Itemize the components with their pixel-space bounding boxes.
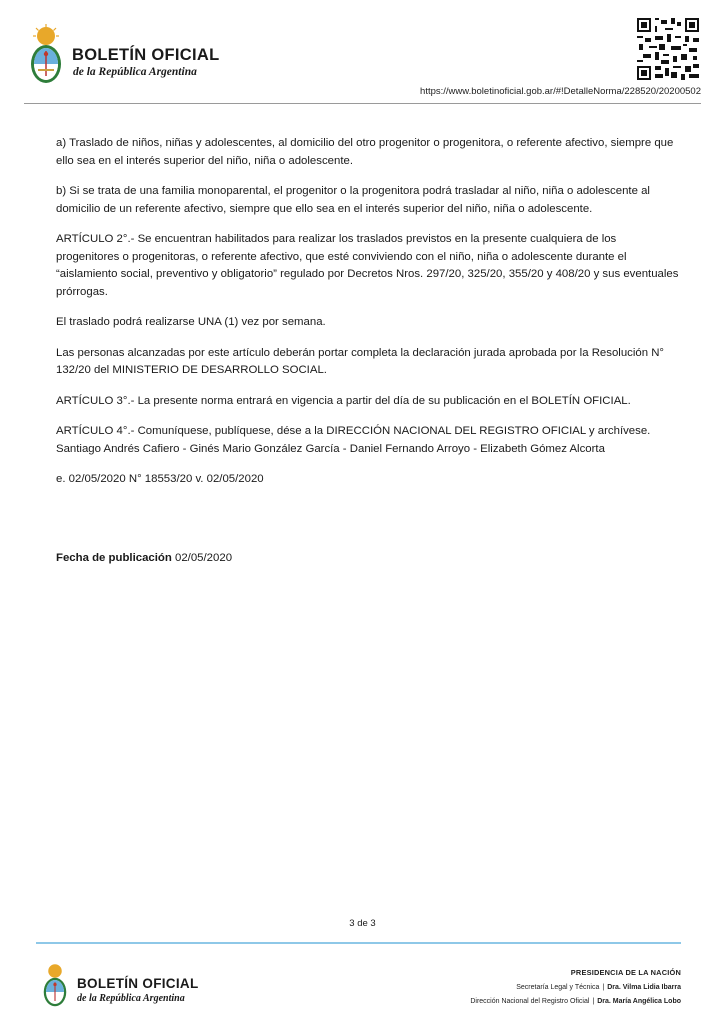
direccion-person: Dra. María Angélica Lobo [597, 998, 681, 1005]
publication-date-label: Fecha de publicación [56, 552, 172, 564]
coat-of-arms-icon [40, 961, 70, 1011]
page-number: 3 de 3 [349, 918, 376, 929]
secretaria-name: Secretaría Legal y Técnica [516, 983, 600, 991]
paragraph: El traslado podrá realizarse UNA (1) vez por semana. [56, 316, 326, 328]
coat-of-arms-icon [26, 24, 66, 88]
direccion-name: Dirección Nacional del Registro Oficial [470, 998, 590, 1005]
qr-code-icon [637, 18, 699, 80]
document-body [56, 135, 682, 522]
paragraph: ARTÍCULO 2°.- Se encuentran habilitados para realizar los traslados previstos en la presente cualquiera de los progenitores o progenitoras, o referente afectivo, que esté conviviendo con el niño, niña o adolescente durante el “aislamiento social, preventivo y obligatorio” regulado por Decretos Nros. 297/20, 325/20, 355/20 y 408/20 y sus eventuales prórrogas. [56, 233, 679, 298]
credits-line-1 [470, 981, 681, 996]
page-header [0, 0, 725, 110]
publication-date [56, 552, 232, 564]
publication-date-value: 02/05/2020 [175, 552, 233, 564]
paragraph: ARTÍCULO 3°.- La presente norma entrará en vigencia a partir del día de su publicación en el BOLETÍN OFICIAL. [56, 394, 631, 407]
separator: | [602, 983, 605, 991]
footer-credits [470, 966, 681, 1010]
footer-title: BOLETÍN OFICIAL [77, 976, 199, 991]
header-subtitle: de la República Argentina [73, 66, 197, 78]
header-title: BOLETÍN OFICIAL [72, 46, 220, 64]
header-divider [24, 103, 701, 104]
footer-divider [36, 942, 681, 944]
footer-subtitle: de la República Argentina [77, 993, 185, 1004]
paragraph: a) Traslado de niños, niñas y adolescentes, al domicilio del otro progenitor o progenitora, o referente afectivo, siempre que ello sea en el interés superior del niño, niña o adolescente. [56, 137, 674, 167]
paragraph: ARTÍCULO 4°.- Comuníquese, publíquese, dése a la DIRECCIÓN NACIONAL DEL REGISTRO OFICIAL y archívese. Santiago Andrés Cafiero - Ginés Mario González García - Daniel Fernando Arroyo - Elizabeth Gómez Alcorta [56, 425, 651, 455]
secretaria-person: Dra. Vilma Lidia Ibarra [607, 983, 681, 991]
paragraph: b) Si se trata de una familia monoparental, el progenitor o la progenitora podrá trasladar al niño, niña o adolescente al domicilio de un referente afectivo, siempre que ello sea en el interés superior del niño, niña o adolescente. [56, 185, 650, 215]
separator: | [592, 998, 595, 1005]
paragraph: Las personas alcanzadas por este artículo deberán portar completa la declaración jurada aprobada por la Resolución N° 132/20 del MINISTERIO DE DESARROLLO SOCIAL. [56, 346, 664, 376]
credits-line-2 [470, 995, 681, 1010]
presidencia-label: PRESIDENCIA DE LA NACIÓN [570, 968, 681, 977]
norm-url[interactable]: https://www.boletinoficial.gob.ar/#!DetalleNorma/228520/20200502 [420, 86, 701, 97]
edition-reference: e. 02/05/2020 N° 18553/20 v. 02/05/2020 [56, 473, 264, 485]
